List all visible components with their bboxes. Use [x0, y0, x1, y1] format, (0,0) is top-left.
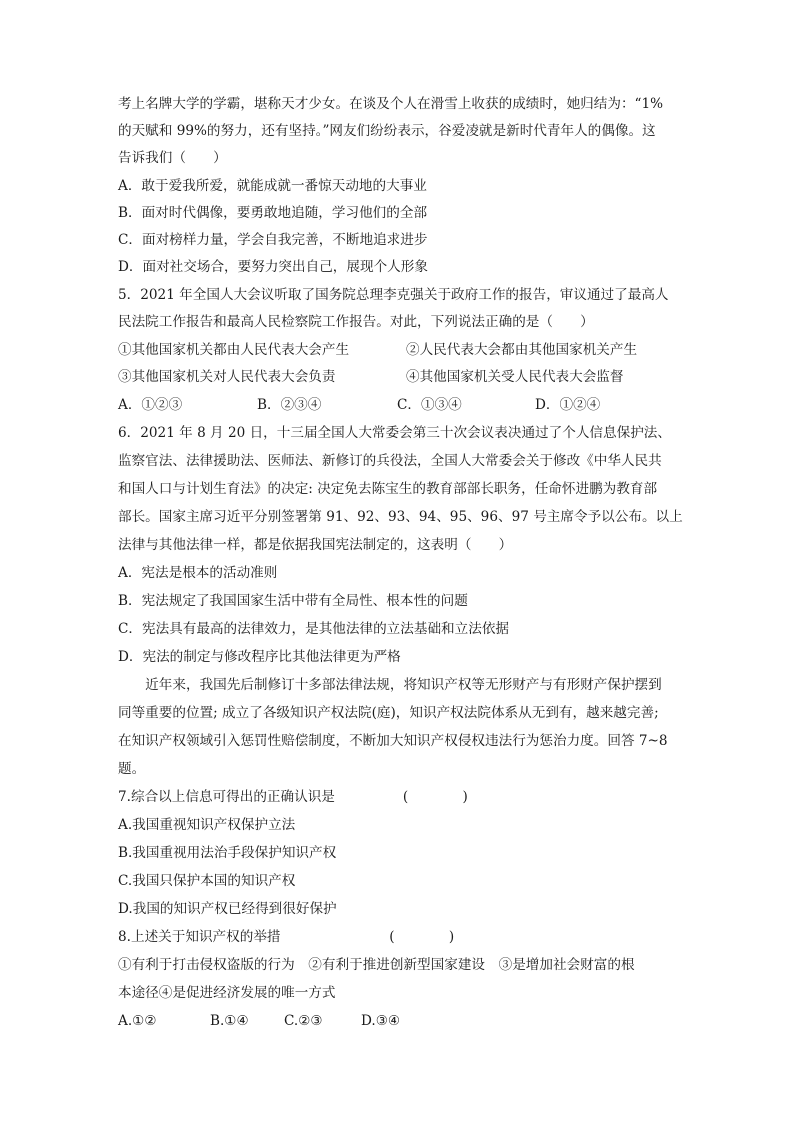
q5-item-4: ④其他国家机关受人民代表大会监督 — [406, 369, 624, 385]
q5-items-row-1 — [118, 341, 678, 359]
q8-stem: 8.上述关于知识产权的举措 ( ) — [118, 929, 455, 945]
q5-choice-a: A．①②③ — [118, 397, 183, 413]
q4-option-c: C．面对榜样力量，学会自我完善，不断地追求进步 — [118, 232, 428, 248]
q6-stem-line-5: 法律与其他法律一样，都是依据我国宪法制定的，这表明（ ） — [118, 537, 513, 553]
q5-choice-d: D．①②④ — [535, 397, 601, 413]
intro-line-2: 的天赋和 99%的努力，还有坚持。”网友们纷纷表示，谷爱凌就是新时代青年人的偶像。这 — [118, 123, 656, 139]
q4-option-d: D．面对社交场合，要努力突出自己，展现个人形象 — [118, 259, 428, 275]
q5-item-2: ②人民代表大会都由其他国家机关产生 — [406, 342, 638, 358]
q6-option-d: D．宪法的制定与修改程序比其他法律更为严格 — [118, 649, 401, 665]
q5-stem-line-1: 5．2021 年全国人大会议听取了国务院总理李克强关于政府工作的报告，审议通过了最高人 — [118, 287, 669, 303]
q6-stem-line-4: 部长。国家主席习近平分别签署第 91、92、93、94、95、96、97 号主席令予以公布。以上 — [118, 509, 683, 525]
q5-stem-line-2: 民法院工作报告和最高人民检察院工作报告。对此，下列说法正确的是（ ） — [118, 314, 594, 330]
q8-choice-d: D.③④ — [361, 1013, 401, 1029]
q8-items-line-2: 本途径④是促进经济发展的唯一方式 — [118, 985, 336, 1001]
q8-items-line-1: ①有利于打击侵权盗版的行为 ②有利于推进创新型国家建设 ③是增加社会财富的根 — [118, 957, 635, 973]
q8-choice-a: A.①② — [118, 1013, 157, 1029]
q7-option-d: D.我国的知识产权已经得到很好保护 — [118, 901, 337, 917]
q4-option-a: A．敢于爱我所爱，就能成就一番惊天动地的大事业 — [118, 178, 427, 194]
q7-option-c: C.我国只保护本国的知识产权 — [118, 873, 296, 889]
q6-stem-line-3: 和国人口与计划生育法》的决定: 决定免去陈宝生的教育部部长职务，任命怀进鹏为教育部 — [118, 481, 658, 497]
q7-stem: 7.综合以上信息可得出的正确认识是 ( ) — [118, 789, 468, 805]
passage-line-4: 题。 — [118, 761, 146, 777]
q5-item-1: ①其他国家机关都由人民代表大会产生 — [118, 342, 350, 358]
q8-choices — [118, 1012, 518, 1030]
q8-choice-c: C.②③ — [284, 1013, 323, 1029]
q6-stem-line-2: 监察官法、法律援助法、医师法、新修订的兵役法，全国人大常委会关于修改《中华人民共 — [118, 453, 662, 469]
q6-option-a: A．宪法是根本的活动准则 — [118, 565, 278, 581]
passage-line-1: 近年来，我国先后制修订十多部法律法规，将知识产权等无形财产与有形财产保护摆到 — [118, 677, 662, 693]
q5-choices — [118, 396, 678, 414]
q6-option-b: B．宪法规定了我国国家生活中带有全局性、根本性的问题 — [118, 593, 468, 609]
q5-items-row-2 — [118, 368, 678, 386]
q7-option-b: B.我国重视用法治手段保护知识产权 — [118, 845, 337, 861]
q5-choice-b: B．②③④ — [257, 397, 322, 413]
q5-item-3: ③其他国家机关对人民代表大会负责 — [118, 369, 336, 385]
q6-stem-line-1: 6．2021 年 8 月 20 日，十三届全国人大常委会第三十次会议表决通过了个人信息保护法、 — [118, 425, 671, 441]
intro-line-3: 告诉我们（ ） — [118, 150, 227, 166]
q8-choice-b: B.①④ — [210, 1013, 249, 1029]
passage-line-3: 在知识产权领域引入惩罚性赔偿制度，不断加大知识产权侵权违法行为惩治力度。回答 7~8 — [118, 733, 668, 749]
q5-choice-c: C．①③④ — [397, 397, 462, 413]
intro-line-1: 考上名牌大学的学霸，堪称天才少女。在谈及个人在滑雪上收获的成绩时，她归结为：“1% — [118, 96, 664, 112]
passage-line-2: 同等重要的位置; 成立了各级知识产权法院(庭)，知识产权法院体系从无到有，越来越完善; — [118, 705, 659, 721]
q4-option-b: B．面对时代偶像，要勇敢地追随，学习他们的全部 — [118, 205, 428, 221]
q6-option-c: C．宪法具有最高的法律效力，是其他法律的立法基础和立法依据 — [118, 621, 510, 637]
q7-option-a: A.我国重视知识产权保护立法 — [118, 817, 296, 833]
